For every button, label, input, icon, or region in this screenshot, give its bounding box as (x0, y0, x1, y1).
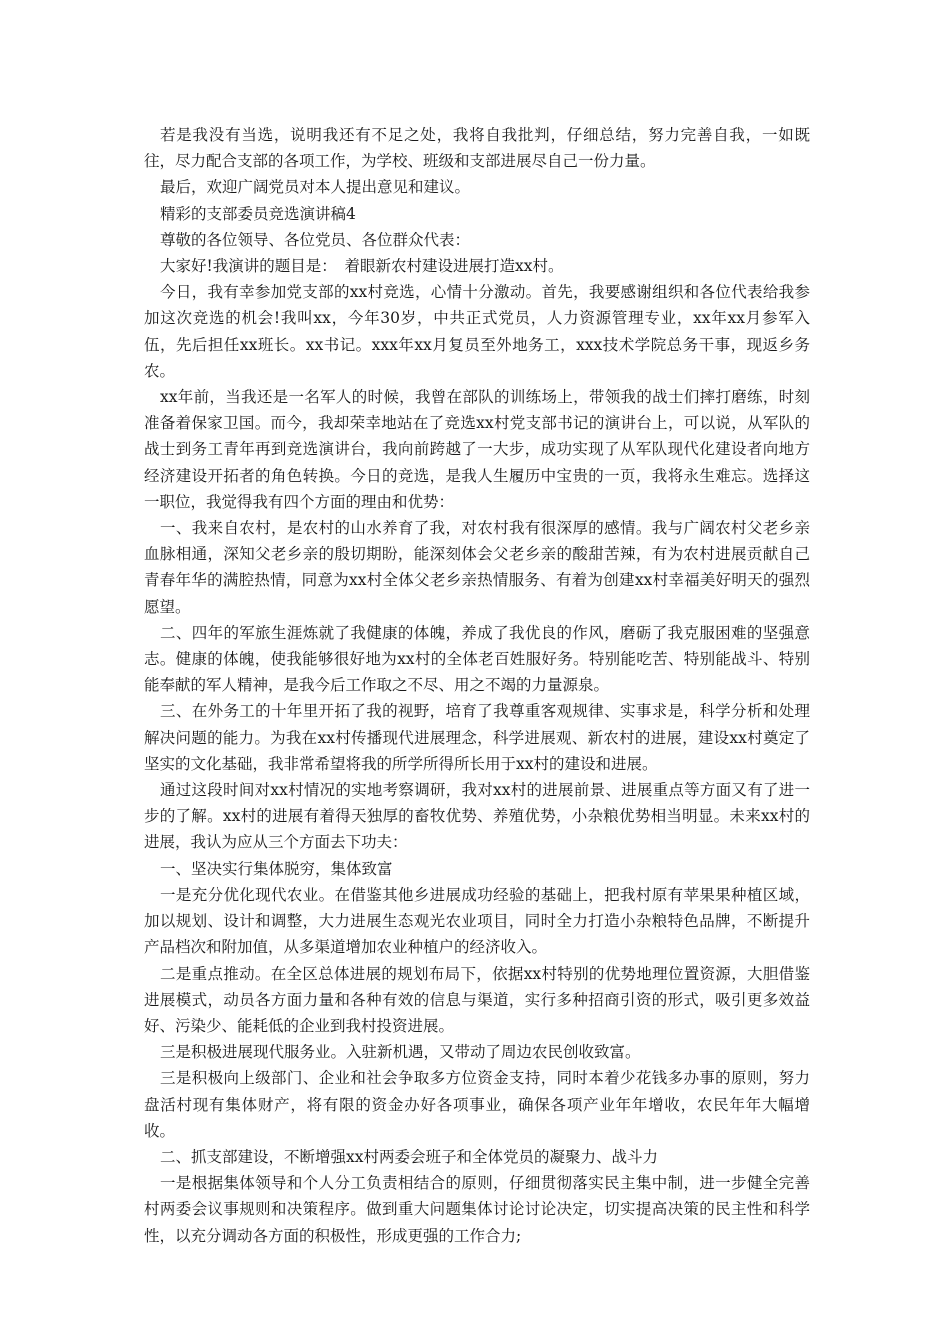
subheading: 一、坚决实行集体脱穷，集体致富 (160, 859, 393, 878)
paragraph: 通过这段时间对xx村情况的实地考察调研，我对xx村的进展前景、进展重点等方面又有了进一步的了解。xx村的进展有着得天独厚的畜牧优势、养殖优势，小杂粮优势相当明显。未来xx村的进展，我认为应从三个方面去下功夫： (144, 781, 810, 852)
paragraph: 一是根据集体领导和个人分工负责相结合的原则，仔细贯彻落实民主集中制，进一步健全完善村两委会议事规则和决策程序。做到重大问题集体讨论讨论决定，切实提高决策的民主性和科学性，以充分调动各方面的积极性，形成更强的工作合力; (144, 1174, 810, 1245)
paragraph: xx年前，当我还是一名军人的时候，我曾在部队的训练场上，带领我的战士们摔打磨练，时刻准备着保家卫国。而今，我却荣幸地站在了竞选xx村党支部书记的演讲台上，可以说，从军队的战士到务工青年再到竞选演讲台，我向前跨越了一大步，成功实现了从军队现代化建设者向地方经济建设开拓者的角色转换。今日的竞选，是我人生履历中宝贵的一页，我将永生难忘。选择这一职位，我觉得我有四个方面的理由和优势： (144, 388, 810, 511)
paragraph: 一是充分优化现代农业。在借鉴其他乡进展成功经验的基础上，把我村原有苹果果种植区域，加以规划、设计和调整，大力进展生态观光农业项目，同时全力打造小杂粮特色品牌，不断提升产品档次和附加值，从多渠道增加农业种植户的经济收入。 (144, 885, 810, 957)
paragraph: 三是积极进展现代服务业。入驻新机遇，又带动了周边农民创收致富。 (160, 1043, 641, 1062)
paragraph: 三是积极向上级部门、企业和社会争取多方位资金支持，同时本着少花钱多办事的原则，努力盘活村现有集体财产，将有限的资金办好各项事业，确保各项产业年年增收，农民年年大幅增收。 (144, 1069, 810, 1140)
subheading: 二、抓支部建设，不断增强xx村两委会班子和全体党员的凝聚力、战斗力 (160, 1147, 658, 1166)
paragraph: 二是重点推动。在全区总体进展的规划布局下，依据xx村特别的优势地理位置资源，大胆借鉴进展模式，动员各方面力量和各种有效的信息与渠道，实行多种招商引资的形式，吸引更多效益好、污染少、能耗低的企业到我村投资进展。 (144, 964, 810, 1035)
paragraph: 三、在外务工的十年里开拓了我的视野，培育了我尊重客观规律、实事求是，科学分析和处理解决问题的能力。为我在xx村传播现代进展理念，科学进展观、新农村的进展，建设xx村奠定了坚实的文化基础，我非常希望将我的所学所得所长用于xx村的建设和进展。 (144, 702, 810, 773)
paragraph: 最后，欢迎广阔党员对本人提出意见和建议。 (160, 178, 471, 197)
paragraph: 大家好!我演讲的题目是： 着眼新农村建设进展打造xx村。 (160, 257, 564, 276)
document-page (144, 122, 810, 1249)
paragraph: 一、我来自农村，是农村的山水养育了我，对农村我有很深厚的感情。我与广阔农村父老乡亲血脉相通，深知父老乡亲的殷切期盼，能深刻体会父老乡亲的酸甜苦辣，有为农村进展贡献自己青春年华的满腔热情，同意为xx村全体父老乡亲热情服务、有着为创建xx村幸福美好明天的强烈愿望。 (144, 519, 810, 616)
salutation: 尊敬的各位领导、各位党员、各位群众代表： (160, 230, 471, 249)
paragraph: 若是我没有当选，说明我还有不足之处，我将自我批判，仔细总结，努力完善自我，一如既往，尽力配合支部的各项工作，为学校、班级和支部进展尽自己一份力量。 (144, 126, 810, 171)
paragraph: 二、四年的军旅生涯炼就了我健康的体魄，养成了我优良的作风，磨砺了我克服困难的坚强意志。健康的体魄，使我能够很好地为xx村的全体老百姓服好务。特别能吃苦、特别能战斗、特别能奉献的军人精神，是我今后工作取之不尽、用之不竭的力量源泉。 (144, 623, 810, 695)
paragraph: 今日，我有幸参加党支部的xx村竞选，心情十分激动。首先，我要感谢组织和各位代表给我参加这次竞选的机会!我叫xx，今年30岁，中共正式党员，人力资源管理专业，xx年xx月参军入伍，先后担任xx班长。xx书记。xxx年xx月复员至外地务工，xxx技术学院总务干事，现返乡务农。 (144, 283, 810, 380)
section-heading: 精彩的支部委员竞选演讲稿4 (160, 204, 356, 223)
